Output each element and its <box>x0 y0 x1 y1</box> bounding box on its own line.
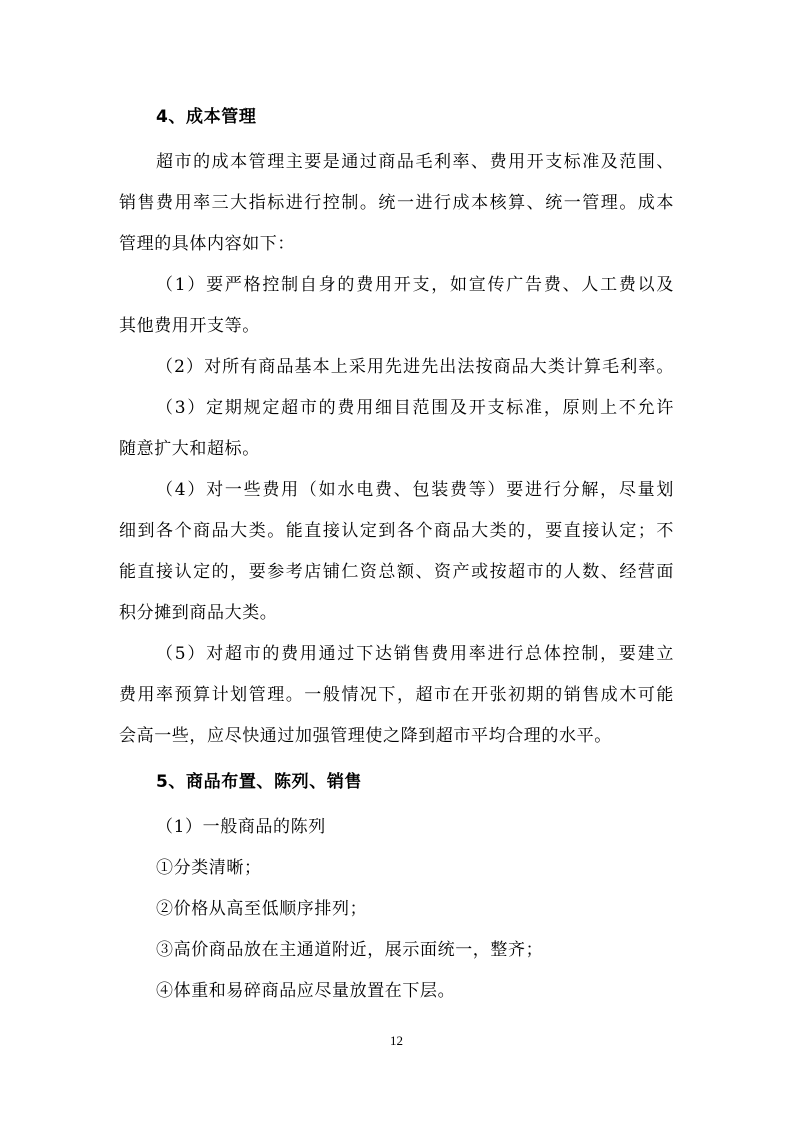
page-number: 12 <box>390 1033 403 1048</box>
list-item-line: （5）对超市的费用通过下达销售费用率进行总体控制，要建立 <box>156 644 674 664</box>
paragraph-line: 超市的成本管理主要是通过商品毛利率、费用开支标准及范围、 <box>156 152 674 172</box>
list-item-line: （1）要严格控制自身的费用开支，如宣传广告费、人工费以及 <box>156 275 674 295</box>
list-item-line: 费用率预算计划管理。一般情况下，超市在开张初期的销售成木可能 <box>119 685 674 705</box>
bullet-item: ④体重和易碎商品应尽量放置在下层。 <box>156 981 456 1001</box>
bullet-item: ③高价商品放在主通道附近，展示面统一，整齐； <box>156 940 544 960</box>
list-item-line: 能直接认定的，要参考店铺仁资总额、资产或按超市的人数、经营面 <box>119 562 674 582</box>
bullet-item: ②价格从高至低顺序排列； <box>156 899 368 919</box>
list-item-line: 会高一些，应尽快通过加强管理使之降到超市平均合理的水平。 <box>119 726 612 746</box>
subsection-heading: （1）一般商品的陈列 <box>156 817 326 837</box>
list-item-line: （3）定期规定超市的费用细目范围及开支标准，原则上不允许 <box>156 398 674 418</box>
section-heading-merchandising: 5、商品布置、陈列、销售 <box>156 772 363 792</box>
list-item-line: 其他费用开支等。 <box>119 316 260 336</box>
paragraph-line: 销售费用率三大指标进行控制。统一进行成本核算、统一管理。成本 <box>119 193 674 213</box>
section-heading-cost-management: 4、成本管理 <box>156 107 257 127</box>
paragraph-line: 管理的具体内容如下： <box>119 234 295 254</box>
bullet-item: ①分类清晰； <box>156 858 262 878</box>
list-item-line: 细到各个商品大类。能直接认定到各个商品大类的，要直接认定；不 <box>119 521 674 541</box>
list-item-line: （2）对所有商品基本上采用先进先出法按商品大类计算毛利率。 <box>156 357 674 377</box>
list-item-line: 随意扩大和超标。 <box>119 439 260 459</box>
list-item-line: （4）对一些费用（如水电费、包装费等）要进行分解，尽量划 <box>156 480 674 500</box>
list-item-line: 积分摊到商品大类。 <box>119 603 278 623</box>
